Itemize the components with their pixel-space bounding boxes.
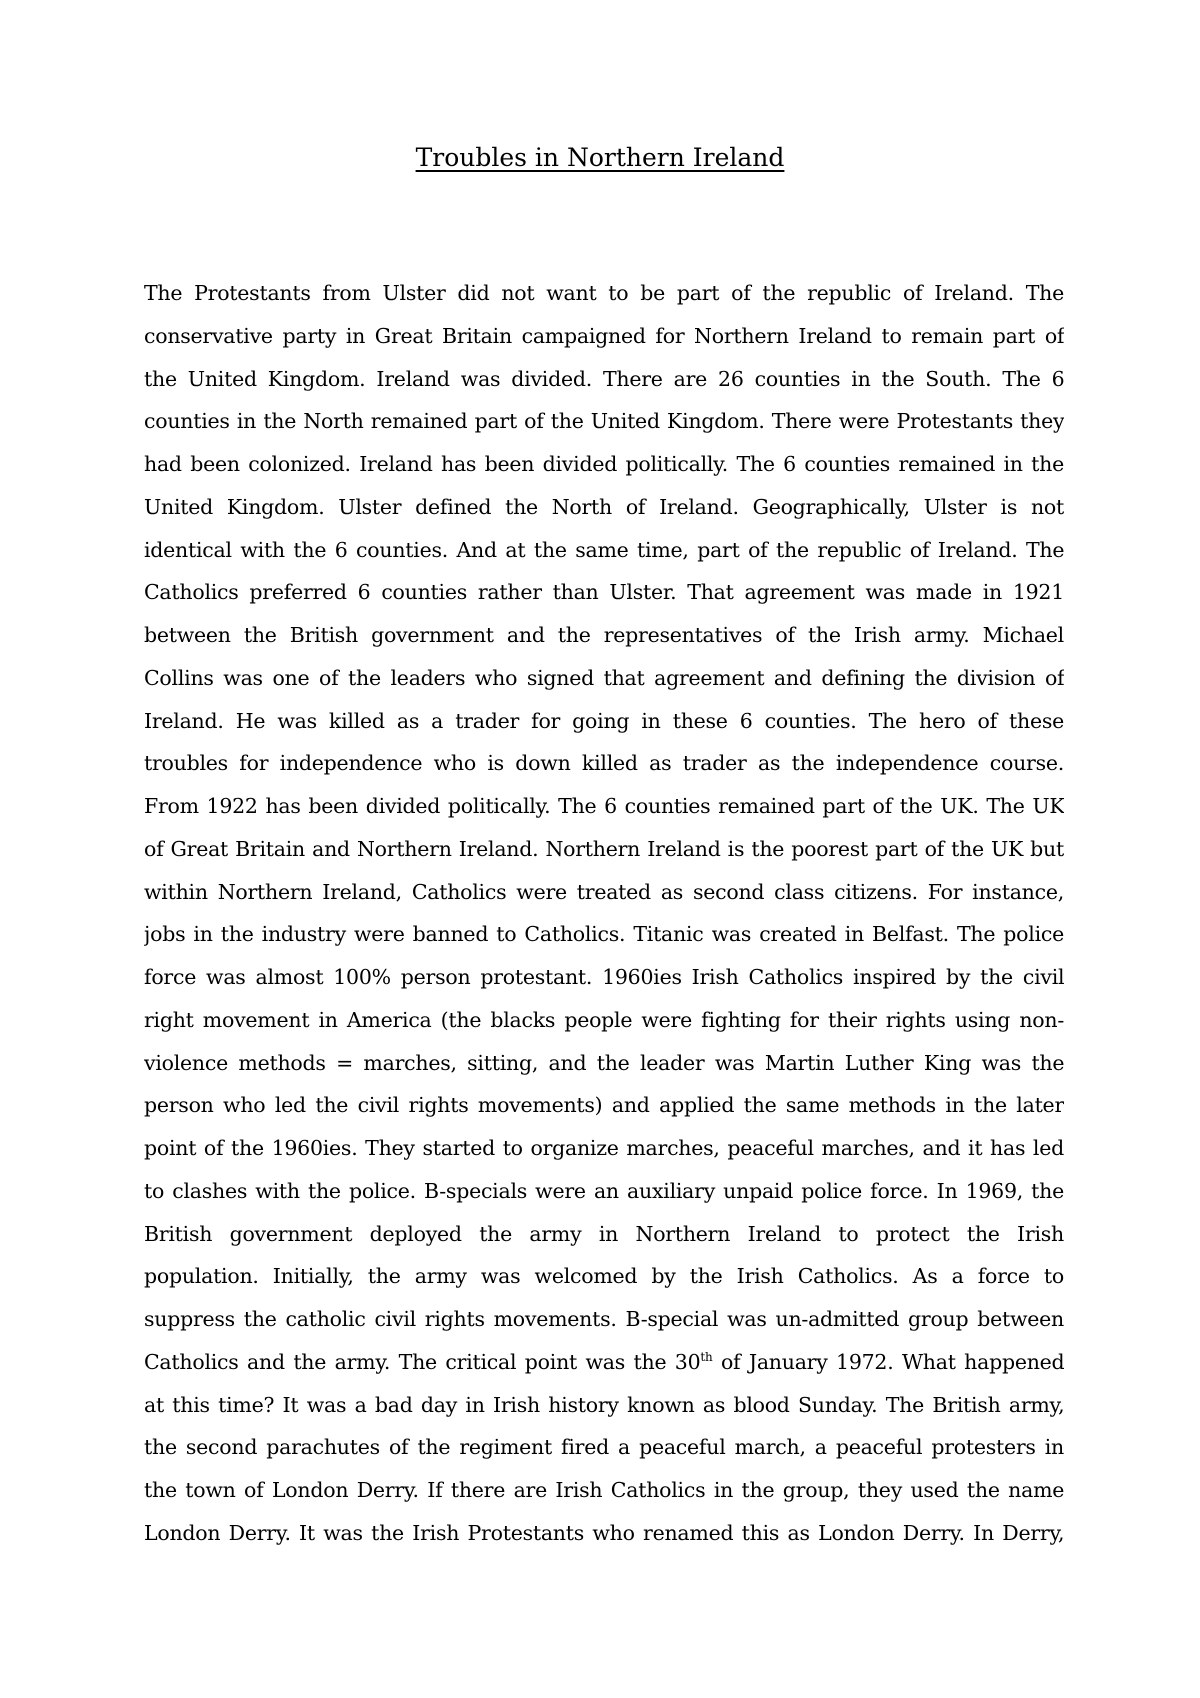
body-line: had been colonized. Ireland has been divided politically. The 6 counties remained in the xyxy=(144,452,1064,476)
document-title: Troubles in Northern Ireland xyxy=(415,143,785,172)
body-line: The Protestants from Ulster did not want to be part of the republic of Ireland. The xyxy=(144,281,1064,305)
body-line: right movement in America (the blacks people were fighting for their rights using non- xyxy=(144,1007,1064,1032)
body-line: London Derry. It was the Irish Protestants who renamed this as London Derry. In Derry, xyxy=(144,1520,1064,1545)
body-line: at this time? It was a bad day in Irish history known as blood Sunday. The British army, xyxy=(144,1392,1064,1417)
body-line: point of the 1960ies. They started to organize marches, peaceful marches, and it has led xyxy=(144,1136,1064,1160)
body-line: population. Initially, the army was welcomed by the Irish Catholics. As a force to xyxy=(144,1264,1064,1289)
line-part: Catholics and the army. The critical point was the 30 xyxy=(144,1349,701,1374)
body-line: identical with the 6 counties. And at the same time, part of the republic of Ireland. The xyxy=(144,537,1064,562)
body-line: of Great Britain and Northern Ireland. Northern Ireland is the poorest part of the UK but xyxy=(144,836,1064,861)
body-line: troubles for independence who is down killed as trader as the independence course. xyxy=(144,751,1064,776)
body-line: Catholics preferred 6 counties rather than Ulster. That agreement was made in 1921 xyxy=(144,580,1064,605)
body-line: to clashes with the police. B-specials were an auxiliary unpaid police force. In 1969, the xyxy=(144,1178,1064,1203)
body-line: suppress the catholic civil rights movements. B-special was un-admitted group between xyxy=(144,1307,1064,1331)
body-line: From 1922 has been divided politically. The 6 counties remained part of the UK. The UK xyxy=(144,794,1064,818)
body-line: counties in the North remained part of the United Kingdom. There were Protestants they xyxy=(144,409,1064,434)
body-line: the second parachutes of the regiment fired a peaceful march, a peaceful protesters in xyxy=(144,1435,1064,1460)
body-line: conservative party in Great Britain campaigned for Northern Ireland to remain part of xyxy=(144,323,1064,348)
body-line: Ireland. He was killed as a trader for going in these 6 counties. The hero of these xyxy=(144,708,1064,733)
body-line: person who led the civil rights movements) and applied the same methods in the later xyxy=(144,1093,1064,1118)
body-line: jobs in the industry were banned to Catholics. Titanic was created in Belfast. The police xyxy=(144,922,1064,947)
ordinal-superscript: th xyxy=(700,1349,713,1364)
body-line: British government deployed the army in Northern Ireland to protect the Irish xyxy=(144,1221,1064,1246)
body-line: the United Kingdom. Ireland was divided. There are 26 counties in the South. The 6 xyxy=(144,366,1064,391)
body-line: within Northern Ireland, Catholics were treated as second class citizens. For instance, xyxy=(144,879,1064,904)
body-line-with-superscript xyxy=(144,1341,1064,1384)
body-line: between the British government and the representatives of the Irish army. Michael xyxy=(144,623,1064,647)
body-line: Collins was one of the leaders who signed that agreement and defining the division of xyxy=(144,665,1064,690)
body-line: United Kingdom. Ulster defined the North of Ireland. Geographically, Ulster is not xyxy=(144,494,1064,519)
line-part: of January 1972. What happened xyxy=(712,1349,1064,1374)
document-body xyxy=(144,272,1064,1555)
body-line: violence methods = marches, sitting, and the leader was Martin Luther King was the xyxy=(144,1050,1064,1075)
body-line: the town of London Derry. If there are Irish Catholics in the group, they used the name xyxy=(144,1478,1064,1502)
body-line: force was almost 100% person protestant. 1960ies Irish Catholics inspired by the civil xyxy=(144,965,1064,989)
